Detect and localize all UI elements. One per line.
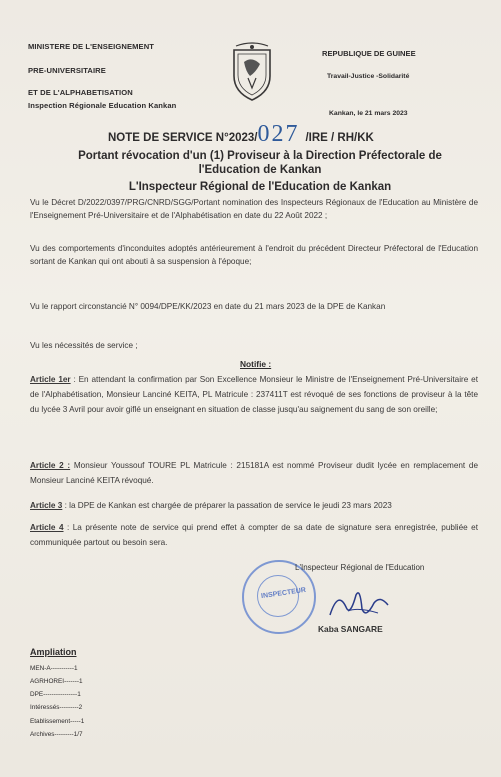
article-1-label: Article 1er [30, 375, 71, 384]
article-1 [30, 372, 478, 417]
article-4 [30, 520, 478, 550]
visa-decree: Vu le Décret D/2022/0397/PRG/CNRD/SGG/Portant nomination des Inspecteurs Régionaux de l'Education au Ministère de l'Enseignement Pré-Universitaire et de l'Alphabétisation en date du 22 Août 2022 ; [30, 198, 478, 220]
article-4-label: Article 4 [30, 523, 64, 532]
subject-line-2: l'Education de Kankan [198, 164, 322, 176]
ampliation-item: Etablissement-----1 [30, 718, 85, 725]
reference-number: 027 [257, 121, 300, 147]
note-reference [108, 121, 374, 148]
ampliation-heading: Ampliation [30, 647, 77, 657]
inspection-line: Inspection Régionale Education Kankan [28, 101, 177, 110]
ampliation-item: MEN-A-----------1 [30, 665, 78, 672]
reference-prefix: NOTE DE SERVICE N°2023/ [108, 132, 258, 144]
issuing-authority: L'Inspecteur Régional de l'Education de Kankan [128, 181, 392, 193]
national-motto: Travail-Justice -Solidarité [327, 73, 410, 80]
article-2-label: Article 2 : [30, 461, 71, 470]
article-2 [30, 458, 478, 488]
visa-report: Vu le rapport circonstancié N° 0094/DPE/KK/2023 en date du 21 mars 2023 de la DPE de Kankan [30, 302, 386, 311]
ministry-line-2: PRE-UNIVERSITAIRE [28, 66, 106, 75]
ampliation-item: AGRHOREI-------1 [30, 678, 83, 685]
visa-conduct: Vu des comportements d'inconduites adoptés antérieurement à l'endroit du précédent Directeur Préfectoral de l'Education sortant de Kankan qui ont abouti à sa suspension à l'époque; [30, 244, 478, 266]
article-1-text: : En attendant la confirmation par Son Excellence Monsieur le Ministre de l'Enseignement Pré-Universitaire et de l'Alphabétisation, Monsieur Lanciné KEITA, PL Matricule : 237411T est révoqué de ses fonctions de proviseur à la tête du lycée 3 Avril pour avoir giflé un enseignant en situation de classe jusqu'au saignement du sang de son oreille; [30, 375, 478, 414]
handwritten-signature [318, 585, 398, 625]
ampliation-item: DPE----------------1 [30, 691, 81, 698]
article-3 [30, 499, 478, 512]
signatory-title: L'Inspecteur Régional de l'Education [295, 563, 425, 572]
visa-service-needs: Vu les nécessités de service ; [30, 341, 138, 350]
notifie-heading: Notifie : [240, 359, 272, 369]
ministry-line-1: MINISTERE DE L'ENSEIGNEMENT [28, 42, 155, 51]
signatory-name: Kaba SANGARE [318, 624, 383, 634]
article-4-text: : La présente note de service qui prend effet à compter de sa date de signature sera enregistrée, publiée et communiquée partout ou besoin sera. [30, 523, 478, 547]
article-3-text: : la DPE de Kankan est chargée de préparer la passation de service le jeudi 23 mars 2023 [62, 501, 392, 510]
coat-of-arms-emblem [228, 42, 276, 102]
place-and-date: Kankan, le 21 mars 2023 [329, 110, 408, 117]
subject-line-1: Portant révocation d'un (1) Proviseur à la Direction Préfectorale de [78, 150, 442, 162]
ministry-line-3: ET DE L'ALPHABETISATION [28, 88, 133, 97]
article-2-text: Monsieur Youssouf TOURE PL Matricule : 215181A est nommé Proviseur dudit lycée en remplacement de Monsieur Lanciné KEITA révoqué. [30, 461, 478, 485]
ampliation-item: Intéressés---------2 [30, 704, 83, 711]
article-3-label: Article 3 [30, 501, 63, 510]
stamp-label: INSPECTEUR [260, 586, 307, 601]
country-name: REPUBLIQUE DE GUINEE [322, 49, 416, 58]
ampliation-item: Archives---------1/7 [30, 731, 83, 738]
reference-suffix: /IRE / RH/KK [305, 132, 374, 144]
